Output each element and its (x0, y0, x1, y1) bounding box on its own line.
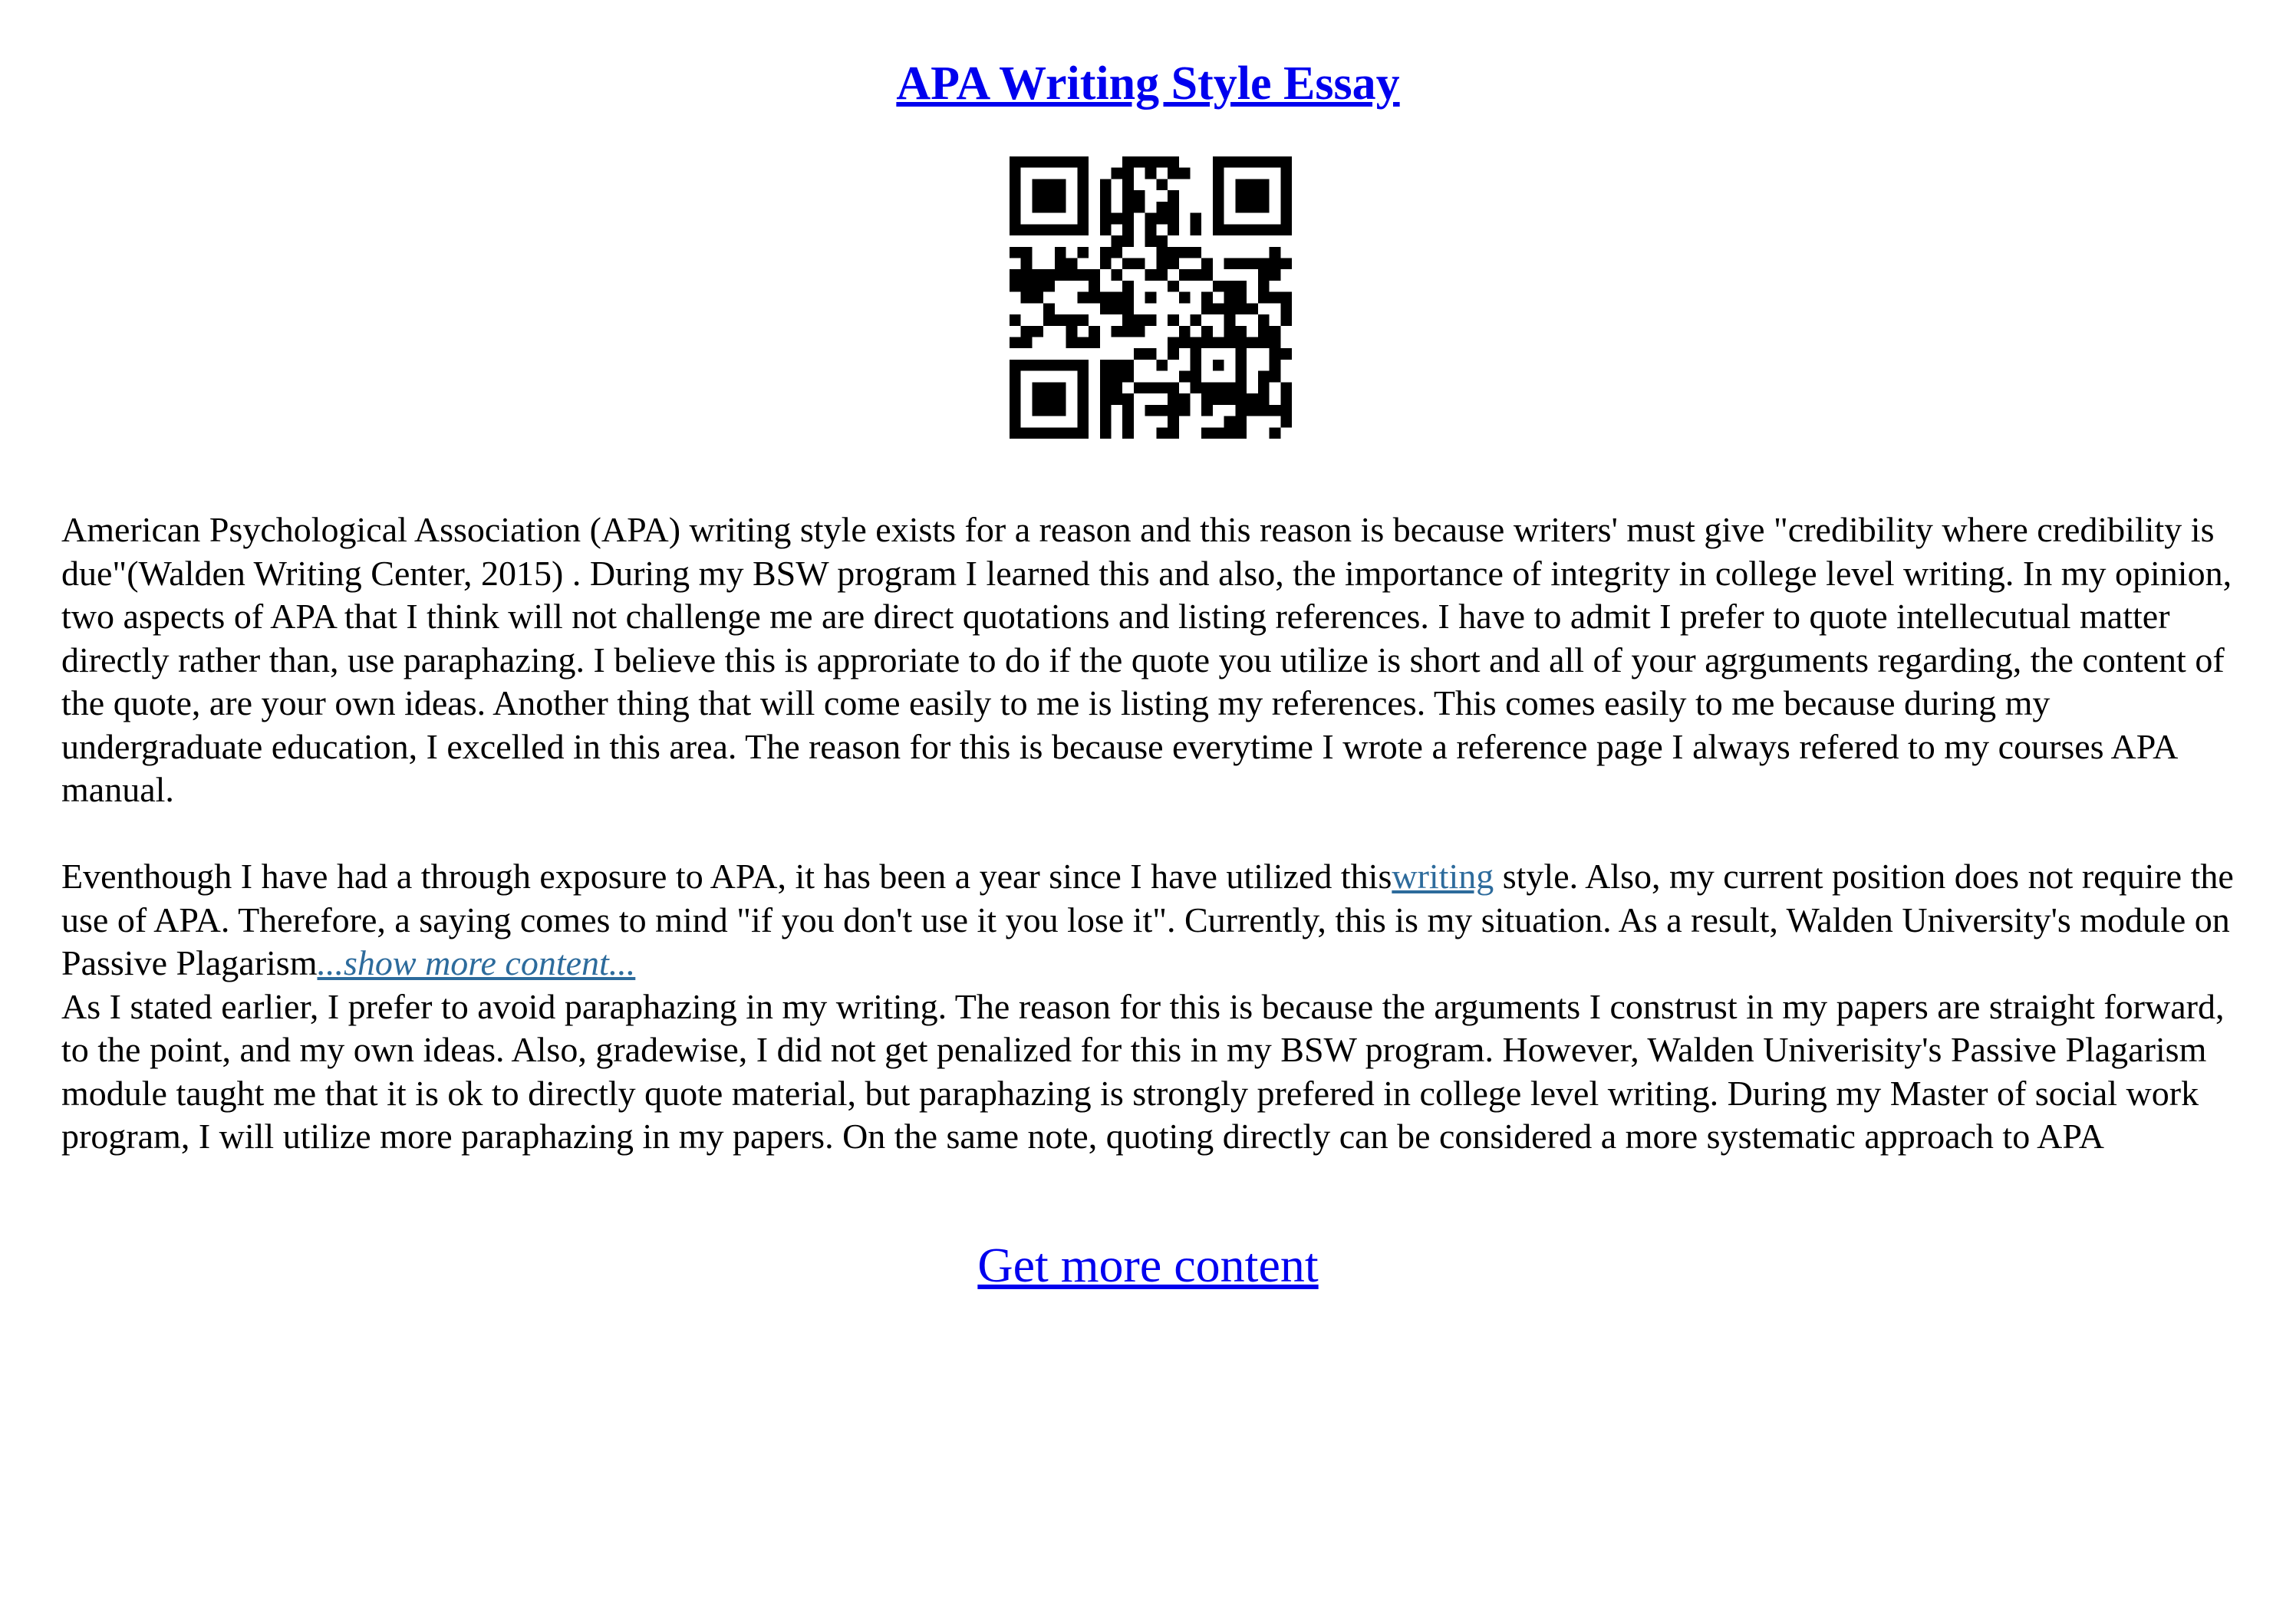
title-link[interactable]: APA Writing Style Essay (896, 58, 1400, 110)
page-title (0, 55, 2296, 112)
get-more-content (0, 1236, 2296, 1295)
qr-code-icon (1010, 156, 1292, 439)
paragraph-2-text-start: Eventhough I have had a through exposure to APA, it has been a year since I have utilized this (61, 857, 1392, 896)
essay-paragraph-2 (61, 855, 2240, 985)
writing-link[interactable]: writing (1392, 857, 1494, 896)
paragraph-2-text-end: style. Also, my current position does not require the use of APA. Therefore, a saying comes to mind "if you don't use it you lose it". Currently, this is my situation. As a result, Walden University's module on Passive Plagarism (61, 857, 2234, 982)
show-more-link[interactable]: ...show more content... (317, 943, 636, 982)
get-more-content-link[interactable]: Get more content (977, 1238, 1319, 1292)
essay-paragraph-3: As I stated earlier, I prefer to avoid paraphazing in my writing. The reason for this is because the arguments I construst in my papers are straight forward, to the point, and my own ideas. Also, gradewise, I did not get penalized for this in my BSW program. However, Walden Univerisity's Passive Plagarism module taught me that it is ok to directly quote material, but paraphazing is strongly prefered in college level writing. During my Master of social work program, I will utilize more paraphazing in my papers. On the same note, quoting directly can be considered a more systematic approach to APA (61, 986, 2225, 1156)
essay-paragraph-1: American Psychological Association (APA) writing style exists for a reason and this reason is because writers' must give "credibility where credibility is due"(Walden Writing Center, 2015) . During my BSW program I learned this and also, the importance of integrity in college level writing. In my opinion, two aspects of APA that I think will not challenge me are direct quotations and listing references. I have to admit I prefer to quote intellecutual matter directly rather than, use paraphazing. I believe this is approriate to do if the quote you utilize is short and all of your agrguments regarding, the content of the quote, are your own ideas. Another thing that will come easily to me is listing my references. This comes easily to me because during my undergraduate education, I excelled in this area. The reason for this is because everytime I wrote a reference page I always refered to my courses APA manual. (61, 510, 2232, 809)
essay-body (61, 508, 2240, 1159)
